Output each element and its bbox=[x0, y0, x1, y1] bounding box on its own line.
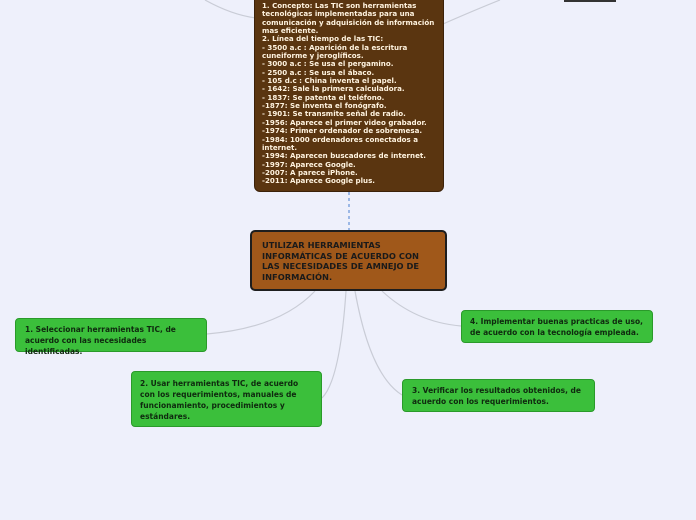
connector-top-left bbox=[205, 0, 256, 18]
subtopic-select-tools[interactable]: 1. Seleccionar herramientas TIC, de acuerdo con las necesidades identificadas. bbox=[15, 318, 207, 352]
note-line: 1. Concepto: Las TIC son herramientas bbox=[262, 1, 417, 10]
note-line: cuneiforme y jeroglíficos. bbox=[262, 51, 364, 61]
subtopic-verify-results[interactable]: 3. Verificar los resultados obtenidos, de acuerdo con los requerimientos. bbox=[402, 379, 595, 412]
connector-top-right bbox=[443, 0, 500, 24]
note-line: - 3000 a.c : Se usa el pergamino. bbox=[262, 59, 394, 69]
connector-1 bbox=[207, 291, 315, 334]
note-line: -1984: 1000 ordenadores conectados a bbox=[262, 134, 419, 144]
subtopic-good-practices[interactable]: 4. Implementar buenas practicas de uso, de acuerdo con la tecnología empleada. bbox=[461, 310, 653, 343]
note-line: - 1837: Se patenta el teléfono. bbox=[262, 92, 385, 102]
note-line: -1877: Se inventa el fonógrafo. bbox=[262, 101, 387, 111]
connector-2 bbox=[322, 291, 346, 398]
note-line: tecnológicas implementadas para una bbox=[262, 9, 415, 19]
note-line: - 3500 a.c : Aparición de la escritura bbox=[262, 42, 408, 52]
note-line: internet. bbox=[262, 142, 298, 152]
note-line: mas eficiente. bbox=[262, 26, 319, 36]
note-line: -1997: Aparece Google. bbox=[262, 159, 356, 169]
note-line: 2. Línea del tiempo de las TIC: bbox=[262, 34, 384, 44]
subtopic-use-tools[interactable]: 2. Usar herramientas TIC, de acuerdo con los requerimientos, manuales de funcionamiento, procedimientos y estándares. bbox=[131, 371, 322, 427]
note-line: comunicación y adquisición de información bbox=[262, 17, 435, 27]
top-edge-mark bbox=[564, 0, 616, 2]
note-line: -1956: Aparece el primer video grabador. bbox=[262, 117, 427, 127]
note-line: -1974: Primer ordenador de sobremesa. bbox=[262, 126, 423, 136]
note-line: - 1642: Sale la primera calculadora. bbox=[262, 84, 405, 94]
notes-topic[interactable] bbox=[254, 0, 444, 192]
connector-3 bbox=[355, 291, 402, 395]
note-line: - 1901: Se transmite señal de radio. bbox=[262, 109, 406, 119]
note-line: - 2500 a.c : Se usa el ábaco. bbox=[262, 67, 375, 77]
note-line: -2011: Aparece Google plus. bbox=[262, 176, 375, 186]
connector-4 bbox=[382, 291, 461, 326]
note-line: -2007: A parece iPhone. bbox=[262, 167, 358, 177]
central-topic[interactable]: UTILIZAR HERRAMIENTAS INFORMÁTICAS DE ACUERDO CON LAS NECESIDADES DE AMNEJO DE INFORMACIÓN. bbox=[250, 230, 447, 291]
note-line: -1994: Aparecen buscadores de internet. bbox=[262, 151, 426, 161]
note-line: - 105 d.c : China inventa el papel. bbox=[262, 76, 397, 86]
